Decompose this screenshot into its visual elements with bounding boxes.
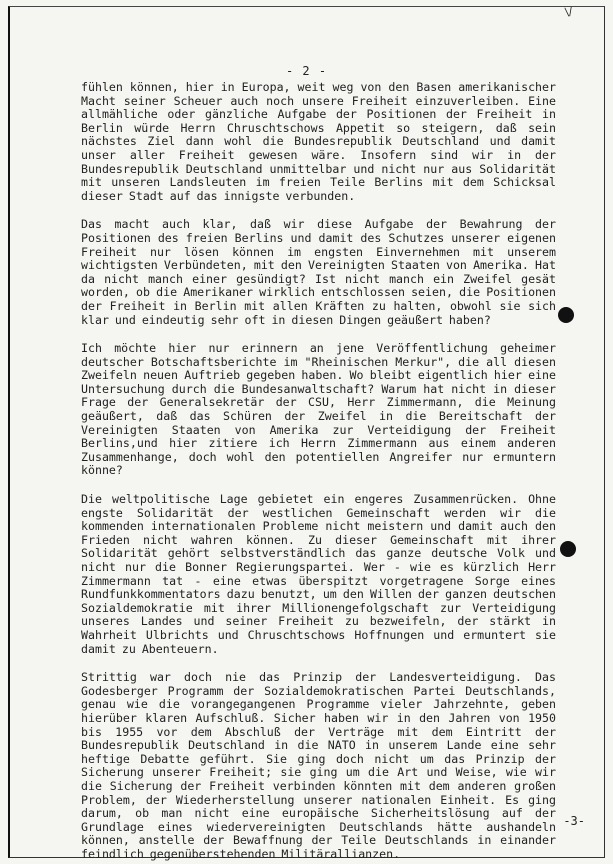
- document-body: [81, 81, 556, 861]
- punch-hole: [558, 307, 574, 323]
- corner-mark: \/: [564, 4, 574, 19]
- paragraph-3: Ich möchte hier nur erinnern an jene Veröffentlichung geheimer deutscher Botschaftsberichte im "Rheinischen Merkur", die all diesen Zweifeln neuen Auftrieb gegeben haben. Wo bleibt eigentlich hier eine Untersuchung durch die Bundesanwaltschaft? Warum hat nicht in dieser Frage der Generalsekretär der CSU, Herr Zimmermann, die Meinung geäußert, daß das Schüren der Zweifel in die Bereitschaft der Vereinigten Staaten von Amerika zur Verteidigung der Freiheit Berlins,und hier zitiere ich Herrn Zimmermann aus einem anderen Zusammenhange, doch wohl den potentiellen Angreifer nur ermuntern könne?: [81, 341, 556, 478]
- paragraph-1: fühlen können, hier in Europa, weit weg von den Basen amerikanischer Macht seiner Scheuer auch noch unsere Freiheit einzuverleiben. Eine allmähliche oder gänzliche Aufgabe der Positionen der Freiheit in Berlin würde Herrn Chruschtschows Appetit so steigern, daß sein nächstes Ziel dann wohl die Bundesrepublik Deutschland und damit unser aller Freiheit gewesen wäre. Insofern sind wir in der Bundesrepublik Deutschland unmittelbar und nicht nur aus Solidarität mit unseren Landsleuten im freien Teile Berlins mit dem Schicksal dieser Stadt auf das innigste verbunden.: [81, 80, 556, 203]
- paragraph-2: Das macht auch klar, daß wir diese Aufgabe der Bewahrung der Positionen des freien Berlins und damit des Schutzes unserer eigenen Freiheit nur lösen können im engsten Einvernehmen mit unserem wichtigsten Verbündeten, mit den Vereinigten Staaten von Amerika. Hat da nicht manch einer gesündigt? Ist nicht manch ein Zweifel gesät worden, ob die Amerikaner wirklich entschlossen seien, die Positionen der Freiheit in Berlin mit allen Kräften zu halten, obwohl sie sich klar und eindeutig sehr oft in diesen Dingen geäußert haben?: [81, 217, 556, 327]
- paragraph-5: Strittig war doch nie das Prinzip der Landesverteidigung. Das Godesberger Programm der Sozialdemokratischen Partei Deutschlands, genau wie die vorangegangenen Programme vieler Jahrzehnte, geben hierüber klaren Aufschluß. Sicher haben wir in den Jahren von 1950 bis 1955 vor dem Abschluß der Verträge mit dem Eintritt der Bundesrepublik Deutschland in die NATO in unserem Lande eine sehr heftige Debatte geführt. Sie ging doch nicht um das Prinzip der Sicherung unserer Freiheit; sie ging um die Art und Weise, wie wir die Sicherung der Freiheit verbinden könnten mit dem anderen großen Problem, der Wiederherstellung unserer nationalen Einheit. Es ging darum, ob man nicht eine europäische Sicherheitslösung auf der Grundlage eines wiedervereinigten Deutschlands hätte aushandeln können, anstelle der Bewaffnung der Teile Deutschlands in einander feindlich gegenüberstehenden Militärallianzen.: [81, 670, 556, 861]
- next-page-marker: -3-: [563, 814, 585, 828]
- punch-hole: [560, 541, 576, 557]
- paragraph-4: Die weltpolitische Lage gebietet ein engeres Zusammenrücken. Ohne engste Solidarität der westlichen Gemeinschaft werden wir die kommenden internationalen Probleme nicht meistern und damit auch den Frieden nicht wahren können. Zu dieser Gemeinschaft mit ihrer Solidarität gehört selbstverständlich das ganze deutsche Volk und nicht nur die Bonner Regierungspartei. Wer - wie es kürzlich Herr Zimmermann tat - eine etwas überspitzt vorgetragene Sorge eines Rundfunkkommentators dazu benutzt, um den Willen der ganzen deutschen Sozialdemokratie mit ihrer Millionengefolgschaft zur Verteidigung unseres Landes und seiner Freiheit zu bezweifeln, der stärkt in Wahrheit Ulbrichts und Chruschtschows Hoffnungen und ermuntert sie damit zu Abenteuern.: [81, 492, 556, 656]
- page-number: - 2 -: [285, 64, 328, 78]
